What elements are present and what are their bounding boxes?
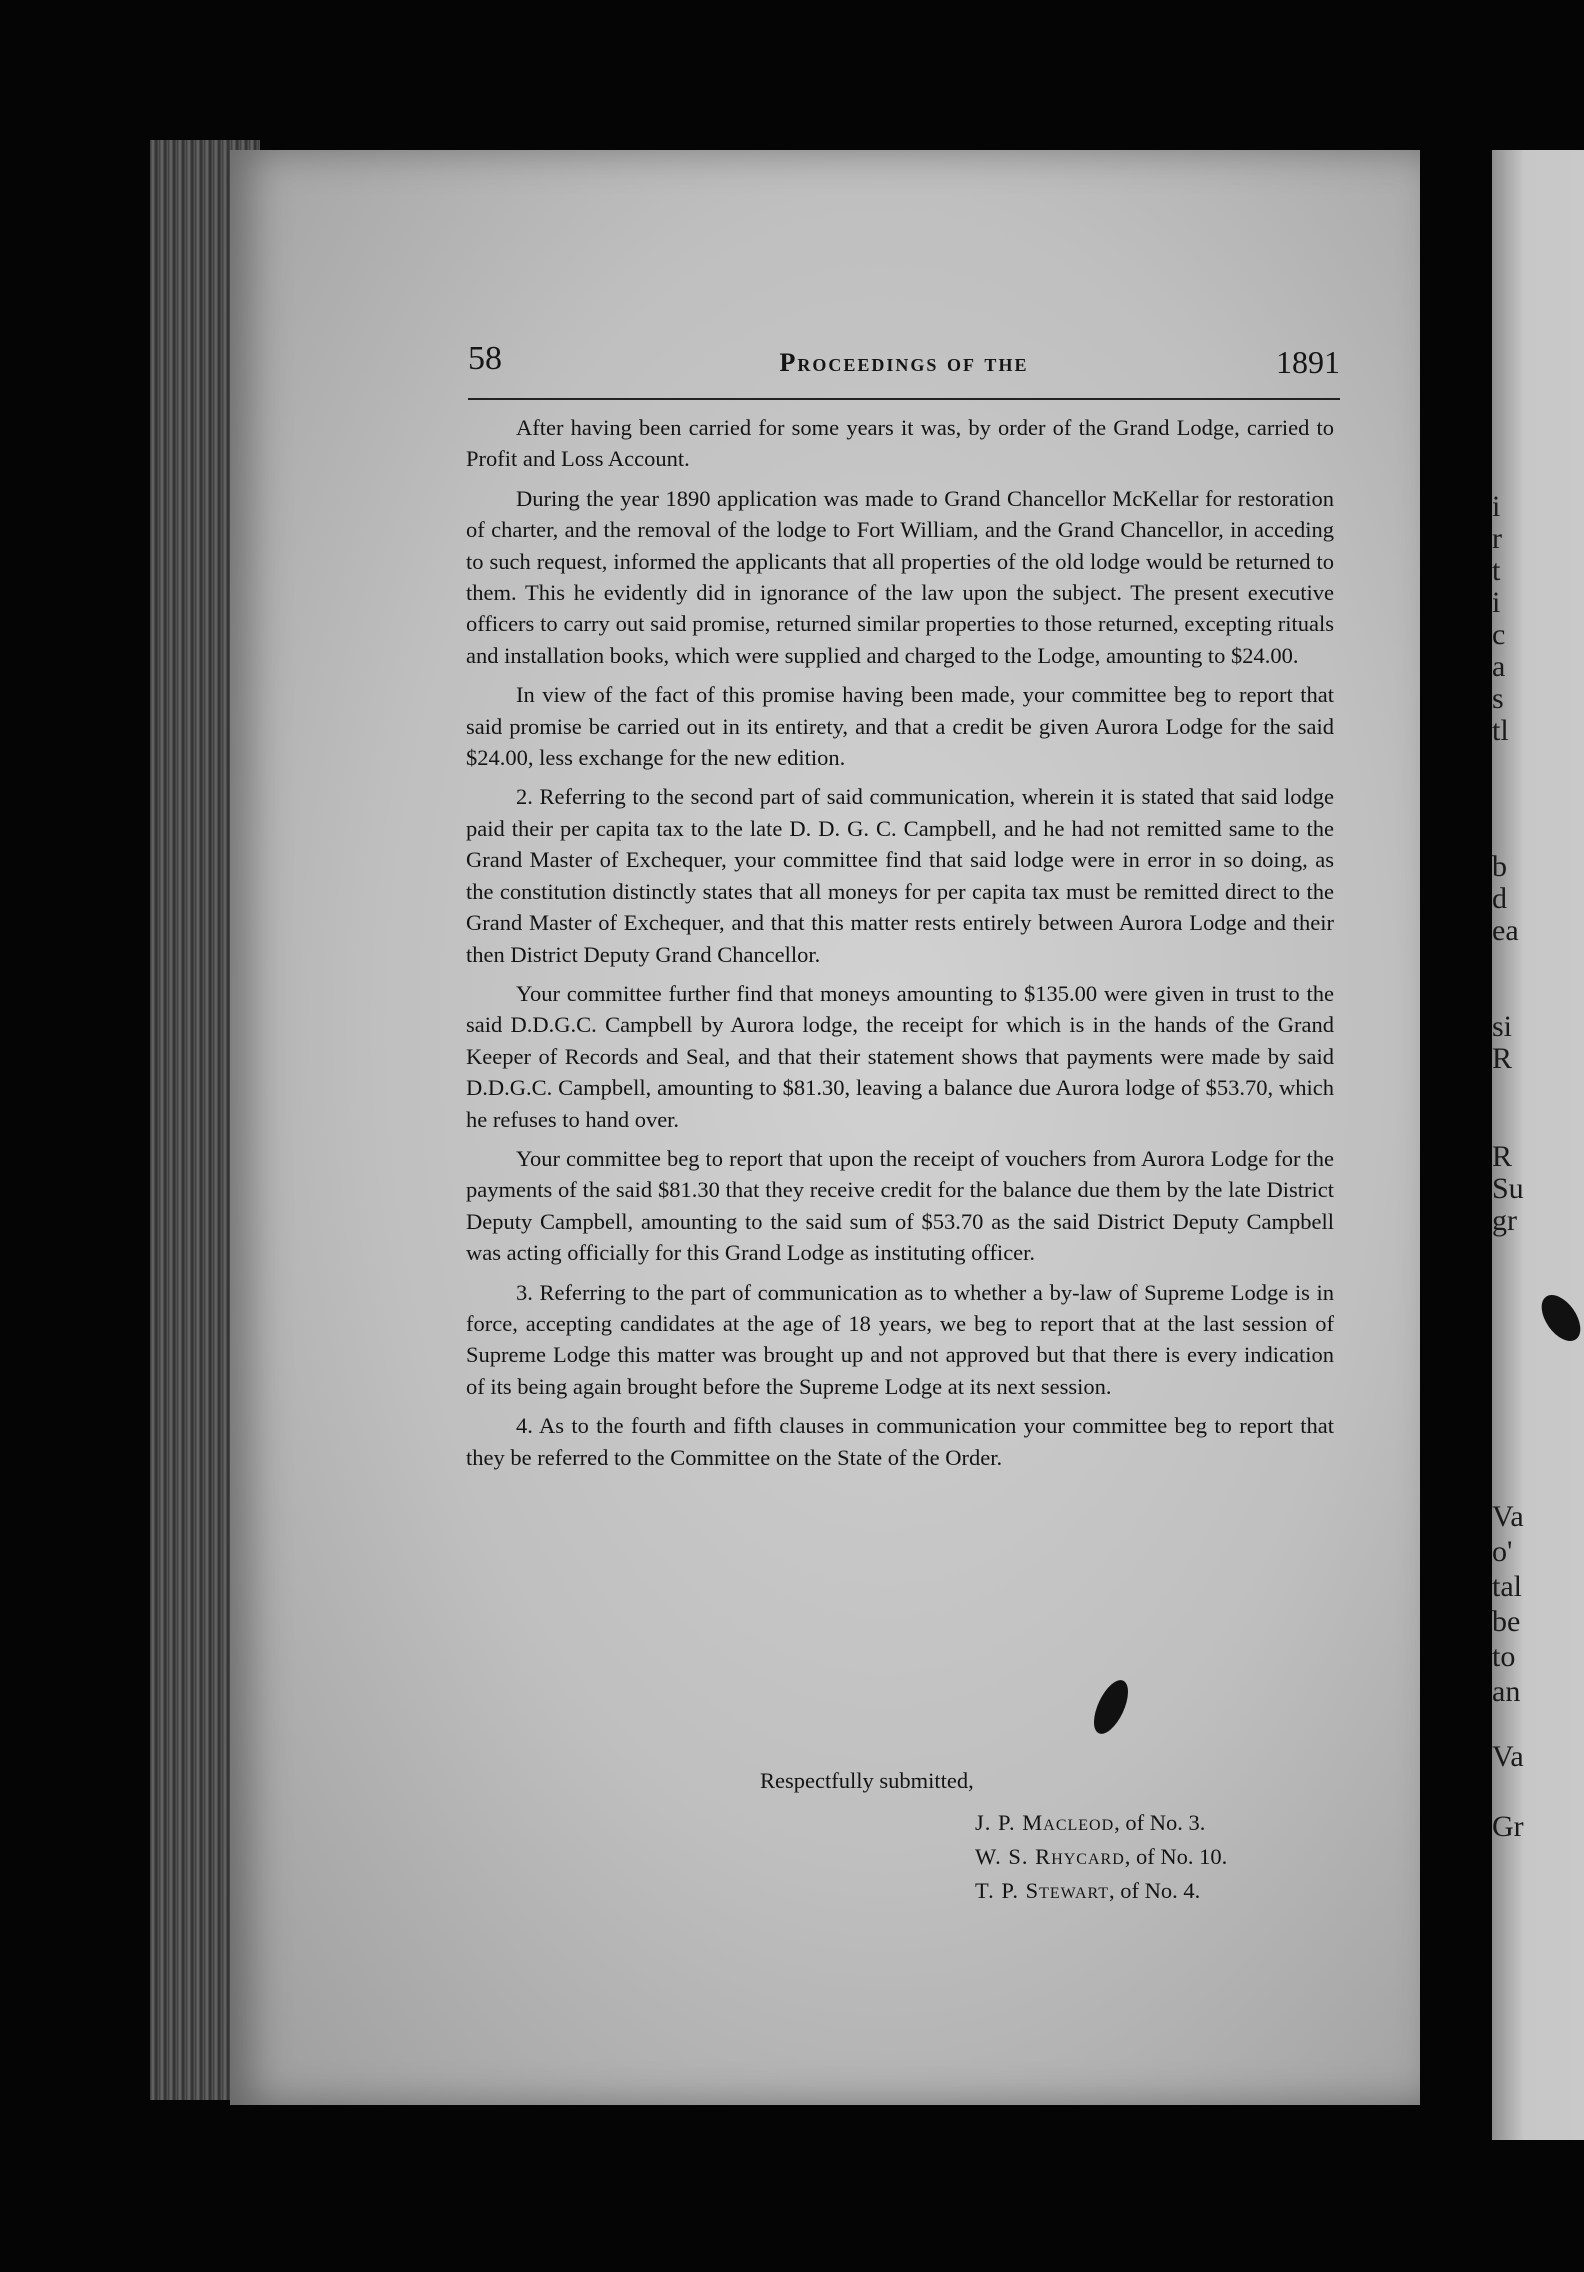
paragraph: Your committee beg to report that upon the receipt of vouchers from Aurora Lodge for the payments of the said $81.30 that they receive credit for the balance due them by the late District Deputy Campbell, amounting to the said sum of $53.70 as the said District Deputy Campbell was acting officially for this Grand Lodge as instituting officer. (466, 1145, 1334, 1266)
facing-page-fragment: Gr (1492, 1810, 1524, 1843)
signatory-lodge: , of No. 4. (1109, 1878, 1201, 1903)
facing-page-fragment: r (1492, 522, 1502, 555)
facing-page-fragment: b (1492, 850, 1507, 883)
signatory-lodge: , of No. 3. (1114, 1810, 1206, 1835)
paragraph: Your committee further find that moneys amounting to $135.00 were given in trust to the said D.D.G.C. Campbell by Aurora lodge, the receipt for which is in the hands of the Grand Keeper of Records and Seal, and that their statement shows that payments were made by said D.D.G.C. Campbell, amounting to $81.30, leaving a balance due Aurora lodge of $53.70, which he refuses to hand over. (466, 980, 1334, 1132)
facing-page-fragment: be (1492, 1605, 1521, 1638)
facing-page-fragment: R (1492, 1140, 1513, 1173)
facing-page-fragment: ea (1492, 914, 1519, 947)
facing-page-fragment: gr (1492, 1204, 1517, 1237)
signature-line (975, 1874, 1227, 1908)
facing-page-fragment: i (1492, 490, 1501, 523)
facing-page (1492, 150, 1584, 2140)
paragraph: 4. As to the fourth and fifth clauses in communication your committee beg to report that they be referred to the Committee on the State of the Order. (466, 1413, 1334, 1470)
signature-line (975, 1806, 1227, 1840)
facing-page-fragment: to (1492, 1640, 1516, 1673)
signature-line (975, 1840, 1227, 1874)
page-year: 1891 (1276, 344, 1340, 380)
facing-page-fragment: a (1492, 650, 1506, 683)
facing-page-fragment: c (1492, 618, 1506, 651)
facing-page-fragment: i (1492, 586, 1501, 619)
signatory-name: W. S. Rhycard (975, 1844, 1125, 1869)
facing-page-fragment: d (1492, 882, 1507, 915)
facing-page-fragment: tal (1492, 1570, 1522, 1603)
facing-page-fragment: Va (1492, 1740, 1524, 1773)
facing-page-fragment: o' (1492, 1535, 1513, 1568)
page-number: 58 (468, 340, 502, 377)
facing-page-fragment: tl (1492, 714, 1509, 747)
signatory-name: J. P. Macleod (975, 1810, 1115, 1835)
paragraph: In view of the fact of this promise having been made, your committee beg to report that said promise be carried out in its entirety, and that a credit be given Aurora Lodge for the said $24.00, less exchange for the new edition. (466, 682, 1334, 771)
signature-block (975, 1806, 1227, 1908)
page-header (468, 340, 1340, 390)
signatory-name: T. P. Stewart (975, 1878, 1110, 1903)
facing-page-fragment: s (1492, 682, 1504, 715)
facing-page-fragment: t (1492, 554, 1501, 587)
paragraph: 2. Referring to the second part of said communication, wherein it is stated that said lodge paid their per capita tax to the late D. D. G. C. Campbell, and he had not remitted same to the Grand Master of Exchequer, your committee find that said lodge were in error in so doing, as the constitution distinctly states that all moneys for per capita tax must be remitted direct to the Grand Master of Exchequer, and that this matter rests entirely between Aurora Lodge and their then District Deputy Grand Chancellor. (466, 784, 1334, 967)
facing-page-fragment: Va (1492, 1500, 1524, 1533)
report-body (466, 412, 1334, 1481)
paragraph: After having been carried for some years it was, by order of the Grand Lodge, carried to Profit and Loss Account. (466, 415, 1334, 472)
facing-page-fragment: Su (1492, 1172, 1524, 1205)
running-title: Proceedings of the (779, 348, 1029, 377)
paragraph: 3. Referring to the part of communication as to whether a by-law of Supreme Lodge is in force, accepting candidates at the age of 18 years, we beg to report that at the last session of Supreme Lodge this matter was brought up and not approved but that there is every indication of its being again brought before the Supreme Lodge at its next session. (466, 1279, 1334, 1399)
signatory-lodge: , of No. 10. (1124, 1844, 1228, 1869)
closing-line: Respectfully submitted, (760, 1768, 974, 1793)
header-rule (468, 398, 1340, 400)
facing-page-fragment: R (1492, 1042, 1513, 1075)
paragraph: During the year 1890 application was made to Grand Chancellor McKellar for restoration of charter, and the removal of the lodge to Fort William, and the Grand Chancellor, in acceding to such request, informed the applicants that all properties of the old lodge would be returned to them. This he evidently did in ignorance of the law upon the subject. The present executive officers to carry out said promise, returned similar properties to those returned, excepting rituals and installation books, which were supplied and charged to the Lodge, amounting to $24.00. (466, 485, 1334, 668)
facing-page-fragment: an (1492, 1675, 1521, 1708)
facing-page-fragment: si (1492, 1010, 1513, 1043)
